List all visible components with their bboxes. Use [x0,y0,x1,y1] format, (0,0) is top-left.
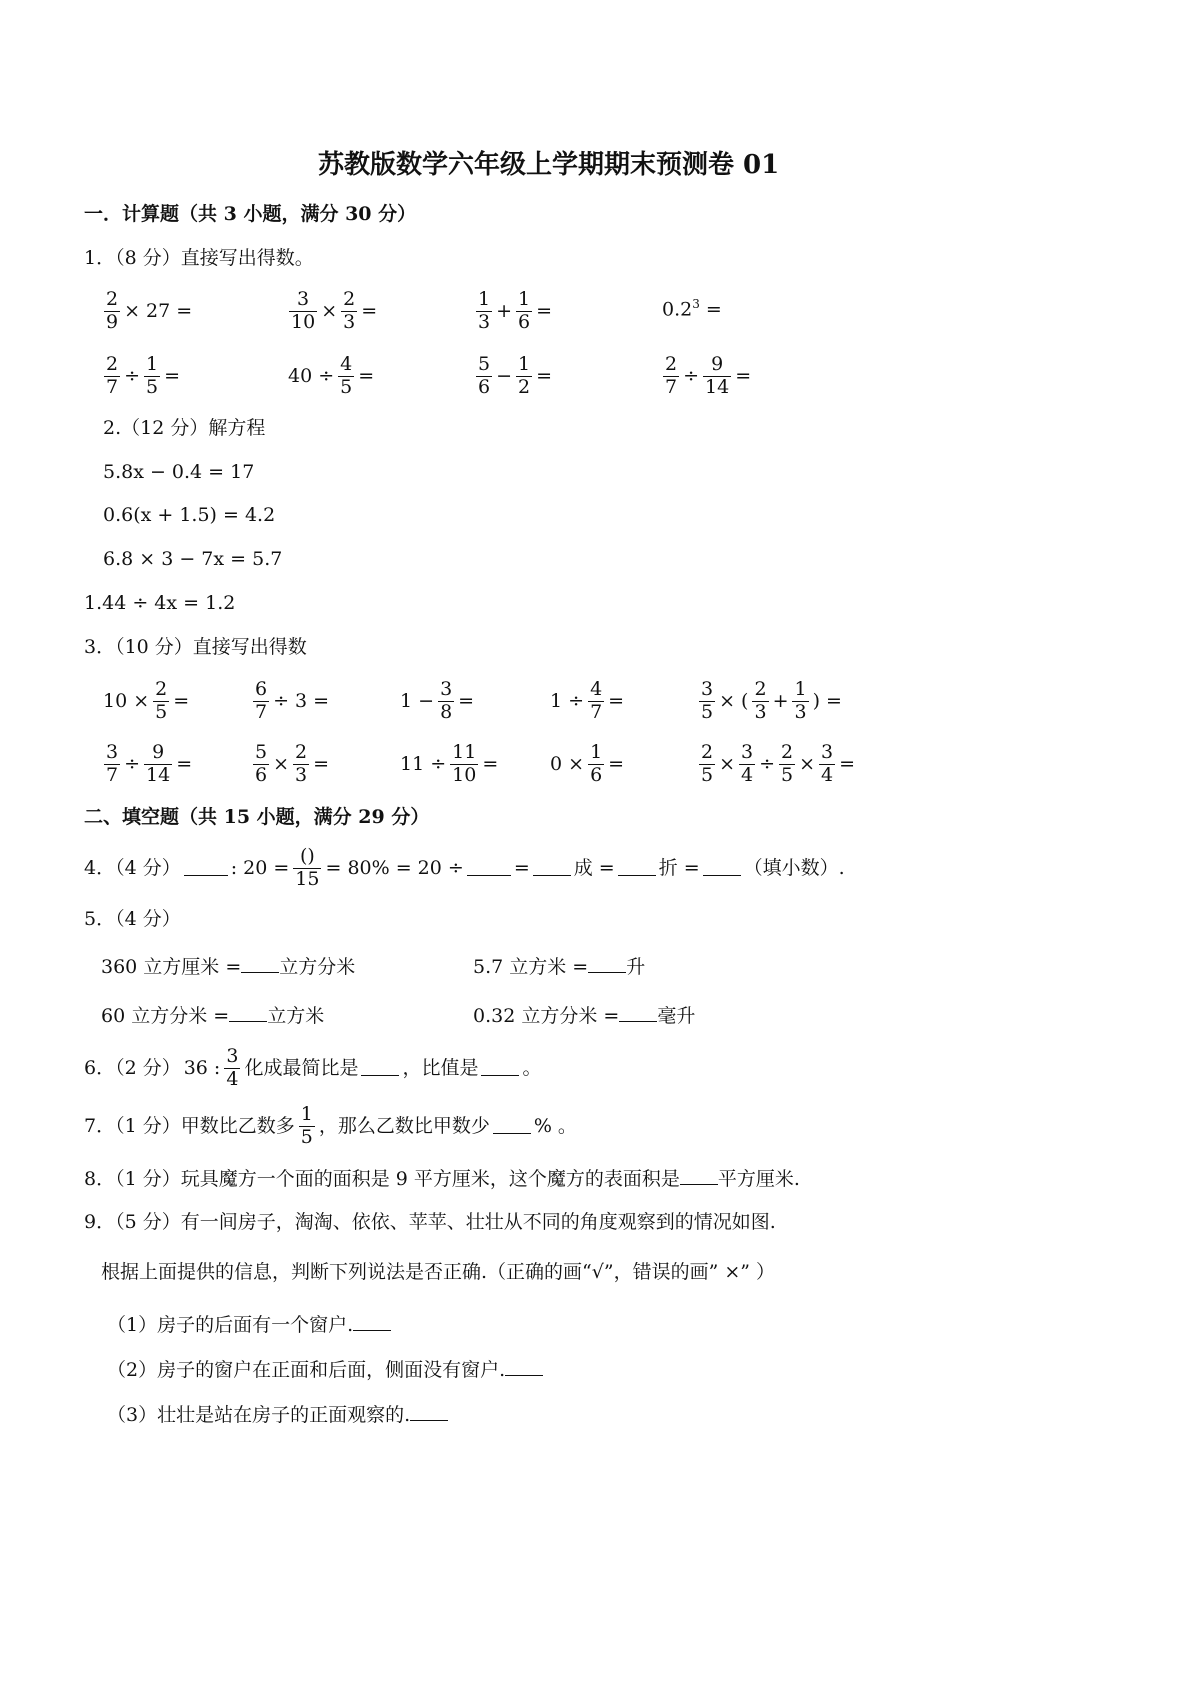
answer-blank[interactable] [241,957,279,973]
fraction [293,846,321,891]
fraction [792,679,808,724]
q1-item-8 [662,354,751,399]
q7-line [84,1104,577,1149]
expr-text: 。 [522,1056,542,1079]
q1-item-3 [475,289,552,334]
denominator: 15 [295,867,320,890]
operator: + [772,689,789,712]
fraction [779,742,795,787]
answer-blank[interactable] [505,1360,543,1376]
expr-text: 化成最简比是 [244,1056,359,1079]
numerator: 1 [300,1103,313,1125]
denominator: 3 [754,700,767,723]
denominator: 7 [106,763,119,786]
q3-item-5 [103,742,192,787]
denominator: 3 [794,700,807,723]
expr-text: 40 ÷ [288,364,335,387]
expr-text: : 20 = [230,856,290,879]
fraction [144,354,160,399]
fraction [476,354,492,399]
fraction [289,289,317,334]
fraction [752,679,768,724]
answer-blank[interactable] [410,1405,448,1421]
fraction [819,742,835,787]
expr-text: ÷ 3 = [273,689,330,712]
unit: 升 [626,956,646,978]
operator: ÷ [759,752,776,775]
q1-item-4 [662,298,722,319]
denominator: 3 [343,310,356,333]
denominator: 10 [291,310,316,333]
numerator: 1 [518,288,531,310]
equals: = [536,364,553,387]
denominator: 6 [590,763,603,786]
fraction [739,742,755,787]
q1-label: 1．（8 分）直接写出得数。 [84,247,314,269]
numerator: 3 [440,678,453,700]
expr-text: 5.7 立方米 = [473,956,589,978]
operator: ÷ [683,364,700,387]
numerator: 3 [701,678,714,700]
denominator: 14 [705,375,730,398]
fraction [699,742,715,787]
answer-blank[interactable] [353,1315,391,1331]
numerator: 3 [106,741,119,763]
fraction [516,354,532,399]
q3-item-1 [103,679,189,724]
q4-line [84,846,845,891]
answer-blank[interactable] [184,860,228,876]
operator: ÷ [124,364,141,387]
numerator: 11 [452,741,477,763]
q6-label: 6．（2 分） [84,1056,181,1079]
q2-equation-1: 5.8x − 0.4 = 17 [103,461,255,483]
numerator: 1 [478,288,491,310]
operator: + [496,299,513,322]
q5-label: 5．（4 分） [84,908,181,930]
expr-text: % 。 [533,1114,577,1137]
numerator: 2 [343,288,356,310]
expr-text: 11 ÷ [400,752,447,775]
q9-statement-1 [107,1315,391,1335]
q3-item-8 [550,742,624,787]
q9-label: 9．（5 分）有一间房子，淘淘、依依、苹苹、壮壮从不同的角度观察到的情况如图. [84,1211,776,1233]
denominator: 4 [226,1067,239,1090]
equals: = [176,752,193,775]
operator: × ( [719,689,749,712]
q5-item-c [101,1006,324,1026]
equals: ) = [812,689,842,712]
statement-text: （1）房子的后面有一个窗户. [107,1314,354,1336]
fraction [438,679,454,724]
expr-text: 0 × [550,752,585,775]
fraction [104,289,120,334]
operator: × [799,752,816,775]
fraction [703,354,731,399]
q1-item-2 [288,289,377,334]
fraction [450,742,478,787]
q8-line [84,1169,800,1189]
q5-item-b [473,957,645,977]
answer-blank[interactable] [467,860,511,876]
fraction [338,354,354,399]
denominator: 4 [741,763,754,786]
equals: = [699,298,722,321]
numerator: 2 [295,741,308,763]
numerator: 2 [106,353,119,375]
fraction [299,1104,315,1149]
equals: = [839,752,856,775]
numerator: 9 [703,354,731,377]
denominator: 5 [155,700,168,723]
fraction [253,742,269,787]
unit: 毫升 [657,1005,696,1027]
numerator: 9 [144,742,172,765]
denominator: 7 [665,375,678,398]
equals: = [608,752,625,775]
equals: = [313,752,330,775]
expr-text: （填小数）. [743,856,845,879]
answer-blank[interactable] [493,1118,531,1134]
answer-blank[interactable] [533,860,571,876]
equals: = [536,299,553,322]
expr-text: 10 × [103,689,150,712]
expr-text: × 27 = [124,299,193,322]
q3-item-2 [252,679,329,724]
q3-label: 3．（10 分）直接写出得数 [84,636,307,658]
statement-text: （3）壮壮是站在房子的正面观察的. [107,1404,411,1426]
denominator: 5 [701,763,714,786]
answer-blank[interactable] [703,860,741,876]
operator: × [273,752,290,775]
expr-text: 1 − [400,689,435,712]
equals: = [735,364,752,387]
fraction [588,679,604,724]
numerator-blank[interactable]: () [293,846,321,869]
q1-item-1 [103,289,192,334]
equals: = [513,856,530,879]
numerator: 3 [289,289,317,312]
numerator: 4 [340,353,353,375]
section-1-heading: 一．计算题（共 3 小题，满分 30 分） [84,203,417,225]
numerator: 5 [255,741,268,763]
q3-item-complex-2 [698,742,855,787]
expr-text: 成 = [573,856,615,879]
fraction [699,679,715,724]
numerator: 2 [665,353,678,375]
numerator: 2 [754,678,767,700]
denominator: 5 [701,700,714,723]
fraction [663,354,679,399]
q2-equation-3: 6.8 × 3 − 7x = 5.7 [103,548,283,570]
fraction [516,289,532,334]
denominator: 10 [452,763,477,786]
answer-blank[interactable] [619,1006,657,1022]
q1-item-5 [103,354,180,399]
answer-blank[interactable] [481,1060,519,1076]
q3-item-3 [400,679,474,724]
expr-text: 折 = [658,856,700,879]
page-title: 苏教版数学六年级上学期期末预测卷 01 [318,150,780,180]
numerator: 2 [781,741,794,763]
denominator: 4 [821,763,834,786]
fraction [588,742,604,787]
fraction [293,742,309,787]
q8-label: 8．（1 分）玩具魔方一个面的面积是 9 平方厘米，这个魔方的表面积是 [84,1168,680,1190]
expr-text: = 80% = 20 ÷ [325,856,464,879]
fraction [341,289,357,334]
numerator: 2 [701,741,714,763]
numerator: 1 [518,353,531,375]
denominator: 6 [518,310,531,333]
section-2-heading: 二、填空题（共 15 小题，满分 29 分） [84,806,430,828]
numerator: 6 [255,678,268,700]
q3-item-7 [400,742,498,787]
expr-text: 1 ÷ [550,689,585,712]
expr-text: 0.32 立方分米 = [473,1005,620,1027]
q4-label: 4．（4 分） [84,856,181,879]
denominator: 5 [300,1125,313,1148]
fraction [153,679,169,724]
statement-text: （2）房子的窗户在正面和后面，侧面没有窗户. [107,1359,506,1381]
denominator: 5 [340,375,353,398]
expr-text: 360 立方厘米 = [101,956,242,978]
q3-item-complex-1 [698,679,842,724]
denominator: 7 [255,700,268,723]
q6-line [84,1046,541,1091]
denominator: 5 [781,763,794,786]
numerator: 2 [155,678,168,700]
denominator: 5 [146,375,159,398]
equals: = [361,299,378,322]
numerator: 1 [590,741,603,763]
expr-text: 60 立方分米 = [101,1005,230,1027]
q2-label: 2.（12 分）解方程 [103,417,266,439]
denominator: 3 [478,310,491,333]
answer-blank[interactable] [618,860,656,876]
answer-blank[interactable] [588,957,626,973]
equals: = [458,689,475,712]
expr-text: ，比值是 [402,1056,479,1079]
fraction [253,679,269,724]
q9-statement-2 [107,1360,543,1380]
operator: × [321,299,338,322]
expr-text: ，那么乙数比甲数少 [318,1114,490,1137]
fraction [144,742,172,787]
fraction [224,1046,240,1091]
q9-statement-3 [107,1405,448,1425]
answer-blank[interactable] [361,1060,399,1076]
operator: − [496,364,513,387]
denominator: 2 [518,375,531,398]
fraction [104,354,120,399]
denominator: 9 [106,310,119,333]
operator: ÷ [124,752,141,775]
fraction [476,289,492,334]
q3-item-4 [550,679,624,724]
expr-text: 36 : [183,1056,221,1079]
numerator: 5 [478,353,491,375]
denominator: 7 [590,700,603,723]
operator: × [719,752,736,775]
denominator: 14 [146,763,171,786]
unit: 立方分米 [279,956,356,978]
numerator: 1 [146,353,159,375]
q7-label: 7．（1 分）甲数比乙数多 [84,1114,295,1137]
denominator: 7 [106,375,119,398]
equals: = [164,364,181,387]
unit: 立方米 [267,1005,325,1027]
q1-item-7 [475,354,552,399]
equals: = [608,689,625,712]
q3-item-6 [252,742,329,787]
q2-equation-2: 0.6(x + 1.5) = 4.2 [103,504,276,526]
q2-equation-4: 1.44 ÷ 4x = 1.2 [84,592,236,614]
numerator: 3 [741,741,754,763]
q5-item-a [101,957,355,977]
denominator: 3 [295,763,308,786]
answer-blank[interactable] [680,1169,718,1185]
numerator: 3 [821,741,834,763]
denominator: 8 [440,700,453,723]
answer-blank[interactable] [229,1006,267,1022]
denominator: 6 [478,375,491,398]
fraction [104,742,120,787]
equals: = [358,364,375,387]
q9-instruction: 根据上面提供的信息，判断下列说法是否正确.（正确的画“√”，错误的画” ×” ） [101,1261,776,1283]
denominator: 6 [255,763,268,786]
numerator: 2 [106,288,119,310]
numerator: 1 [794,678,807,700]
exponent: 3 [692,297,700,311]
numerator: 4 [590,678,603,700]
expr-text: 0.2 [662,298,693,321]
equals: = [482,752,499,775]
expr-text: 平方厘米. [717,1168,800,1190]
equals: = [173,689,190,712]
q1-item-6 [288,354,374,399]
q5-item-d [473,1006,695,1026]
numerator: 3 [226,1045,239,1067]
